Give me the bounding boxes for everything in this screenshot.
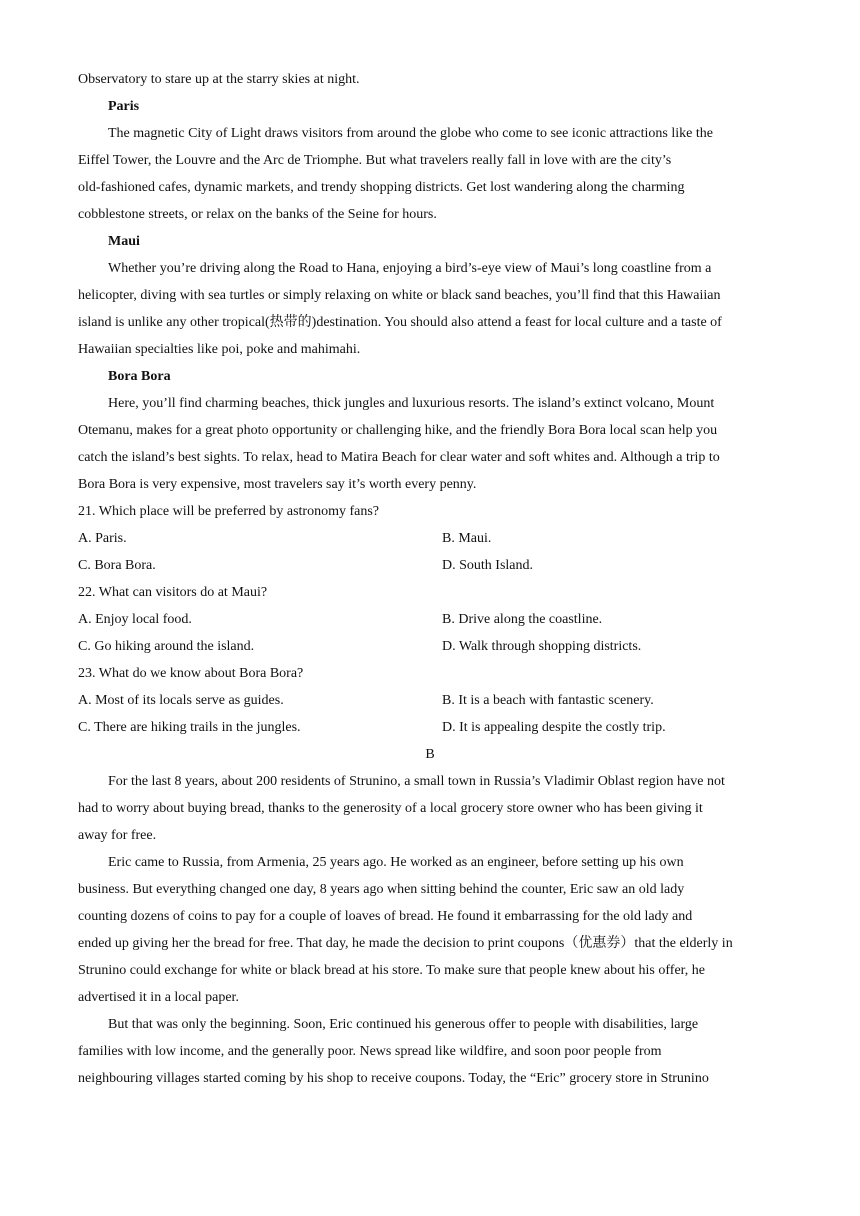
paragraph-line: Whether you’re driving along the Road to Hana, enjoying a bird’s-eye view of Maui’s long coastline from a — [108, 261, 712, 276]
paragraph-line: island is unlike any other tropical(热带的)destination. You should also attend a feast for local culture and a taste of — [78, 315, 722, 330]
paragraph-line: had to worry about buying bread, thanks to the generosity of a local grocery store owner who has been giving it — [78, 801, 703, 816]
paragraph-line: counting dozens of coins to pay for a couple of loaves of bread. He found it embarrassing for the old lady and — [78, 909, 693, 924]
paragraph-line: families with low income, and the generally poor. News spread like wildfire, and soon poor people from — [78, 1044, 662, 1059]
paragraph-line: neighbouring villages started coming by his shop to receive coupons. Today, the “Eric” grocery store in Strunino — [78, 1071, 709, 1086]
paragraph-line: Strunino could exchange for white or black bread at his store. To make sure that people knew about his offer, he — [78, 963, 705, 978]
paragraph-line: Hawaiian specialties like poi, poke and mahimahi. — [78, 342, 361, 357]
paragraph-line: helicopter, diving with sea turtles or simply relaxing on white or black sand beaches, you’ll find that this Hawaiian — [78, 288, 721, 303]
paragraph-line: business. But everything changed one day, 8 years ago when sitting behind the counter, Eric saw an old lady — [78, 882, 685, 897]
answer-option: D. Walk through shopping districts. — [442, 639, 642, 654]
answer-option: A. Most of its locals serve as guides. — [78, 693, 284, 708]
paragraph-line: Eiffel Tower, the Louvre and the Arc de Triomphe. But what travelers really fall in love with are the city’s — [78, 153, 672, 168]
answer-option: B. Drive along the coastline. — [442, 612, 603, 627]
answer-option: D. South Island. — [442, 558, 533, 573]
section-heading-paris: Paris — [108, 99, 140, 114]
paragraph-line: ended up giving her the bread for free. That day, he made the decision to print coupons（优惠券）that the elderly in — [78, 936, 733, 951]
question-stem: 22. What can visitors do at Maui? — [78, 585, 268, 600]
answer-option: B. It is a beach with fantastic scenery. — [442, 693, 654, 708]
paragraph-line: Here, you’ll find charming beaches, thick jungles and luxurious resorts. The island’s extinct volcano, Mount — [108, 396, 715, 411]
answer-option: C. Bora Bora. — [78, 558, 156, 573]
paragraph-line: cobblestone streets, or relax on the banks of the Seine for hours. — [78, 207, 437, 222]
paragraph-line: old-fashioned cafes, dynamic markets, and trendy shopping districts. Get lost wandering along the charming — [78, 180, 685, 195]
answer-option: A. Enjoy local food. — [78, 612, 192, 627]
paragraph-line: The magnetic City of Light draws visitors from around the globe who come to see iconic attractions like the — [108, 126, 713, 141]
question-stem: 23. What do we know about Bora Bora? — [78, 666, 304, 681]
section-heading-maui: Maui — [108, 234, 140, 249]
paragraph-line: But that was only the beginning. Soon, Eric continued his generous offer to people with disabilities, large — [108, 1017, 699, 1032]
answer-option: A. Paris. — [78, 531, 127, 546]
intro-tail-line: Observatory to stare up at the starry skies at night. — [78, 72, 360, 87]
answer-option: B. Maui. — [442, 531, 492, 546]
paragraph-line: advertised it in a local paper. — [78, 990, 239, 1005]
paragraph-line: For the last 8 years, about 200 residents of Strunino, a small town in Russia’s Vladimir Oblast region have not — [108, 774, 725, 789]
paragraph-line: catch the island’s best sights. To relax, head to Matira Beach for clear water and soft whites and. Although a trip to — [78, 450, 720, 465]
answer-option: D. It is appealing despite the costly trip. — [442, 720, 666, 735]
question-stem: 21. Which place will be preferred by astronomy fans? — [78, 504, 380, 519]
passage-b-label: B — [425, 747, 435, 762]
section-heading-bora-bora: Bora Bora — [108, 369, 171, 384]
paragraph-line: Bora Bora is very expensive, most travelers say it’s worth every penny. — [78, 477, 477, 492]
paragraph-line: Eric came to Russia, from Armenia, 25 years ago. He worked as an engineer, before setting up his own — [108, 855, 684, 870]
answer-option: C. Go hiking around the island. — [78, 639, 255, 654]
answer-option: C. There are hiking trails in the jungles. — [78, 720, 301, 735]
paragraph-line: Otemanu, makes for a great photo opportunity or challenging hike, and the friendly Bora Bora local scan help you — [78, 423, 718, 438]
paragraph-line: away for free. — [78, 828, 157, 843]
